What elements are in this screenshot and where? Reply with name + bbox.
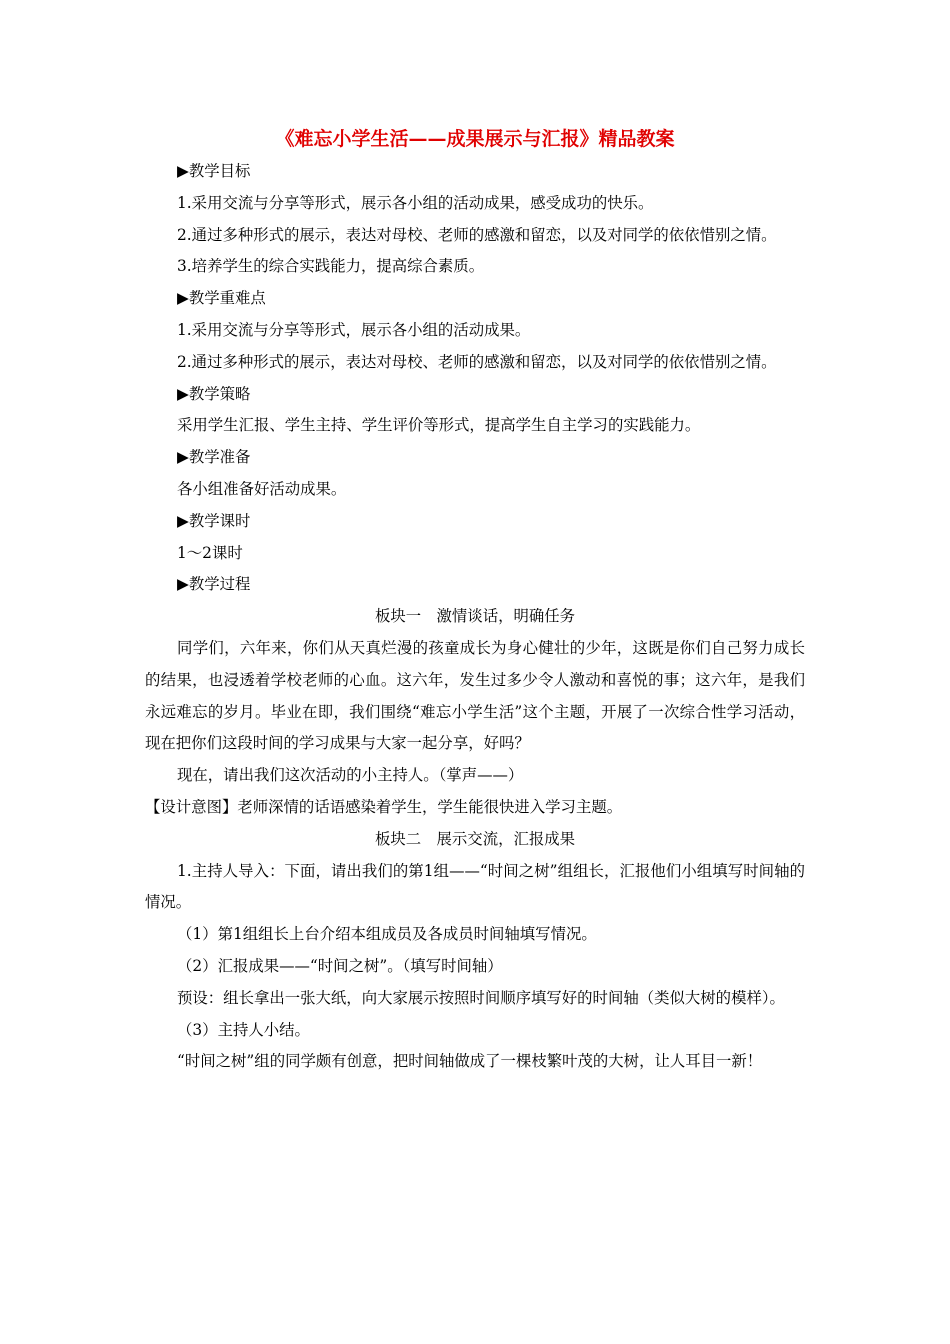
design-intent-note: 【设计意图】老师深情的话语感染着学生，学生能很快进入学习主题。	[145, 797, 623, 816]
block1-paragraph: 现在，请出我们这次活动的小主持人。（掌声——）	[177, 766, 524, 785]
block1-title: 板块一 激情谈话，明确任务	[374, 607, 576, 626]
process-heading: ▶教学过程	[177, 575, 251, 594]
goal-item-2: 2.通过多种形式的展示，表达对母校、老师的感激和留恋，以及对同学的依依惜别之情。	[177, 225, 777, 244]
document-title: 《难忘小学生活——成果展示与汇报》精品教案	[275, 128, 675, 150]
block2-paragraph: （3）主持人小结。	[177, 1020, 310, 1039]
class-hours-heading: ▶教学课时	[177, 511, 251, 530]
strategy-heading: ▶教学策略	[177, 384, 251, 403]
key-point-1: 1.采用交流与分享等形式，展示各小组的活动成果。	[177, 320, 531, 339]
goals-heading: ▶教学目标	[177, 162, 251, 180]
block1-paragraph: 同学们，六年来，你们从天真烂漫的孩童成长为身心健壮的少年，这既是你们自己努力成长的结果，也浸透着学校老师的心血。这六年，发生过多少令人激动和喜悦的事；这六年，是我们永远难忘的岁月。毕业在即，我们围绕“难忘小学生活”这个主题，开展了一次综合性学习活动，现在把你们这段时间的学习成果与大家一起分享，好吗？	[145, 638, 805, 753]
goal-item-3: 3.培养学生的综合实践能力，提高综合素质。	[177, 257, 485, 276]
key-point-2: 2.通过多种形式的展示，表达对母校、老师的感激和留恋，以及对同学的依依惜别之情。	[177, 352, 777, 371]
block2-paragraph: 1.主持人导入：下面，请出我们的第1组——“时间之树”组组长，汇报他们小组填写时间轴的情况。	[145, 861, 805, 912]
block2-paragraph: （2）汇报成果——“时间之树”。（填写时间轴）	[177, 956, 503, 975]
key-points-heading: ▶教学重难点	[177, 289, 266, 308]
block2-paragraph: （1）第1组组长上台介绍本组成员及各成员时间轴填写情况。	[177, 925, 597, 944]
block2-paragraph: “时间之树”组的同学颇有创意，把时间轴做成了一棵枝繁叶茂的大树，让人耳目一新！	[177, 1052, 763, 1071]
preparation-text: 各小组准备好活动成果。	[177, 479, 347, 498]
preparation-heading: ▶教学准备	[177, 448, 251, 467]
goal-item-1: 1.采用交流与分享等形式，展示各小组的活动成果，感受成功的快乐。	[177, 193, 654, 212]
document-body	[145, 156, 805, 1078]
block2-title: 板块二 展示交流，汇报成果	[374, 829, 576, 848]
block2-paragraph: 预设：组长拿出一张大纸，向大家展示按照时间顺序填写好的时间轴（类似大树的模样）。	[177, 988, 785, 1007]
class-hours-text: 1～2课时	[177, 543, 243, 562]
strategy-text: 采用学生汇报、学生主持、学生评价等形式，提高学生自主学习的实践能力。	[177, 416, 701, 435]
